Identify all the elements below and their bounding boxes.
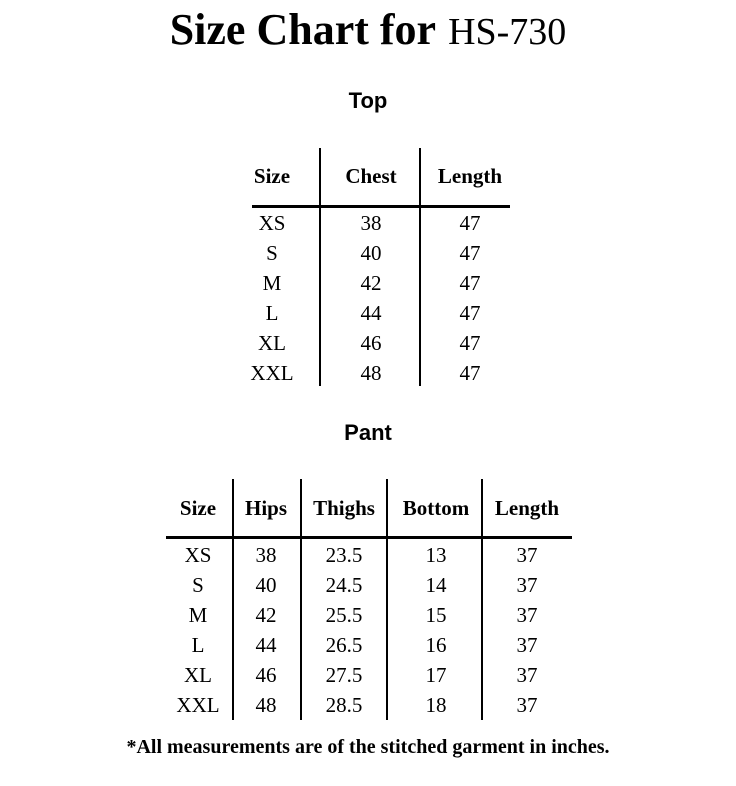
pant-cell-bottom: 15: [425, 603, 447, 627]
top-cell-chest: 44: [360, 301, 382, 325]
pant-cell-hips: 40: [255, 573, 277, 597]
pant-header-thighs: Thighs: [313, 496, 375, 520]
page-title: [0, 4, 736, 58]
pant-cell-thighs: 25.5: [325, 603, 363, 627]
pant-cell-hips: 46: [255, 663, 277, 687]
pant-cell-thighs: 27.5: [325, 663, 363, 687]
pant-cell-length: 37: [516, 663, 538, 687]
pant-cell-size: L: [191, 633, 205, 657]
pant-header-length: Length: [494, 496, 560, 520]
top-cell-length: 47: [459, 241, 481, 265]
top-cell-length: 47: [459, 271, 481, 295]
pant-cell-thighs: 24.5: [325, 573, 363, 597]
title-main: Size Chart for: [169, 5, 437, 54]
footnote: *All measurements are of the stitched garment in inches.: [126, 736, 610, 758]
top-cell-size: L: [265, 301, 279, 325]
pant-cell-length: 37: [516, 543, 538, 567]
pant-cell-hips: 42: [255, 603, 277, 627]
pant-cell-bottom: 18: [425, 693, 447, 717]
pant-cell-length: 37: [516, 633, 538, 657]
pant-cell-thighs: 28.5: [325, 693, 363, 717]
top-cell-size: XL: [258, 331, 286, 355]
pant-header-rule: [166, 536, 572, 539]
top-section-heading: Top: [348, 88, 388, 113]
top-cell-length: 47: [459, 211, 481, 235]
pant-cell-size: XL: [184, 663, 212, 687]
pant-cell-thighs: 26.5: [325, 633, 363, 657]
top-cell-length: 47: [459, 331, 481, 355]
pant-cell-size: S: [192, 573, 204, 597]
pant-section-heading: Pant: [344, 420, 392, 445]
top-cell-chest: 46: [360, 331, 382, 355]
top-header-length: Length: [437, 164, 503, 188]
product-code: HS-730: [448, 11, 567, 53]
top-cell-chest: 48: [360, 361, 382, 385]
pant-cell-length: 37: [516, 603, 538, 627]
pant-cell-bottom: 17: [425, 663, 447, 687]
top-cell-size: M: [262, 271, 282, 295]
top-cell-chest: 42: [360, 271, 382, 295]
pant-cell-bottom: 16: [425, 633, 447, 657]
top-header-size: Size: [253, 164, 291, 188]
pant-cell-size: XXL: [176, 693, 220, 717]
top-cell-size: XXL: [250, 361, 294, 385]
pant-cell-thighs: 23.5: [325, 543, 363, 567]
top-header-chest: Chest: [345, 164, 397, 188]
top-cell-length: 47: [459, 361, 481, 385]
top-cell-chest: 40: [360, 241, 382, 265]
top-cell-length: 47: [459, 301, 481, 325]
pant-cell-hips: 44: [255, 633, 277, 657]
top-column-divider: [319, 148, 321, 386]
pant-cell-bottom: 14: [425, 573, 447, 597]
top-header-rule: [252, 205, 510, 208]
pant-cell-size: XS: [184, 543, 212, 567]
top-cell-chest: 38: [360, 211, 382, 235]
pant-cell-length: 37: [516, 573, 538, 597]
pant-cell-size: M: [188, 603, 208, 627]
pant-header-hips: Hips: [244, 496, 288, 520]
pant-cell-hips: 48: [255, 693, 277, 717]
pant-header-bottom: Bottom: [402, 496, 470, 520]
pant-cell-bottom: 13: [425, 543, 447, 567]
pant-cell-length: 37: [516, 693, 538, 717]
pant-header-size: Size: [179, 496, 217, 520]
top-cell-size: XS: [258, 211, 286, 235]
pant-cell-hips: 38: [255, 543, 277, 567]
top-cell-size: S: [266, 241, 278, 265]
